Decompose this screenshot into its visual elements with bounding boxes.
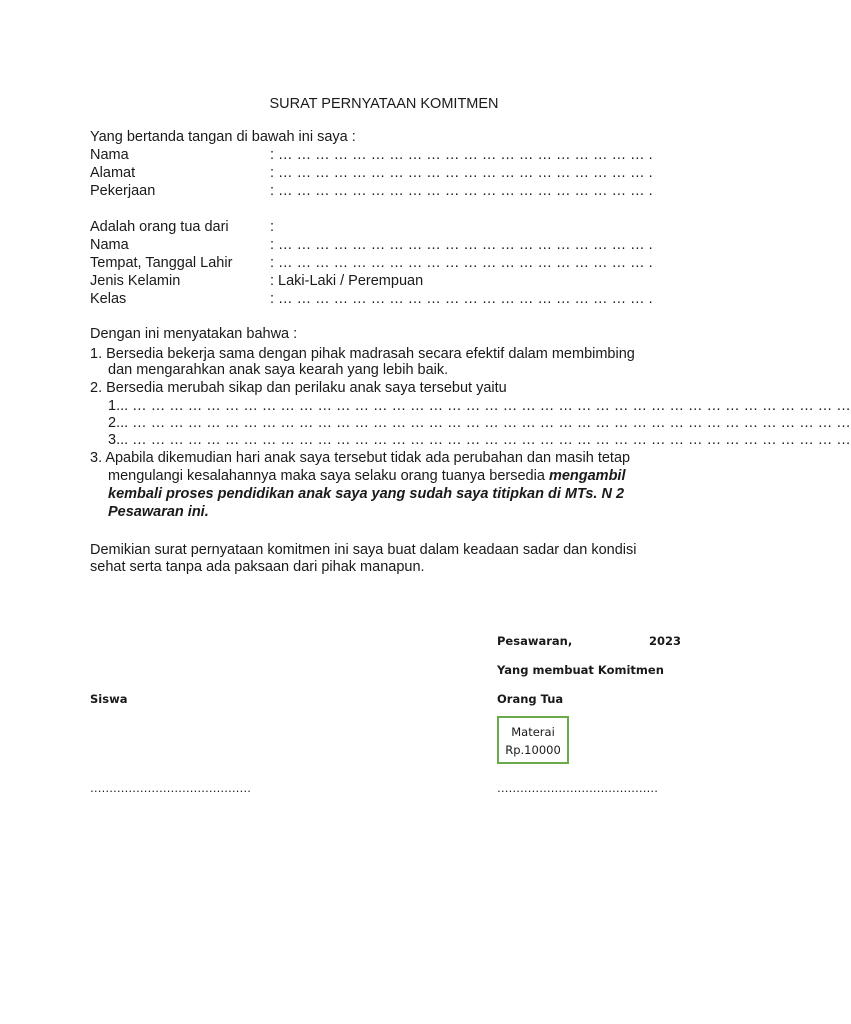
child-label-nama: Nama	[90, 237, 129, 253]
materai-stamp-box	[497, 716, 569, 764]
field-value-alamat: : … … … … … … … … … … … … … … … … … … … … .	[270, 165, 653, 181]
closing-line-2: sehat serta tanpa ada paksaan dari pihak manapun.	[90, 559, 425, 575]
field-label-alamat: Alamat	[90, 165, 136, 181]
materai-value: Rp.10000	[505, 743, 561, 757]
child-label-ttl: Tempat, Tanggal Lahir	[90, 255, 233, 271]
statement-intro: Dengan ini menyatakan bahwa :	[90, 326, 298, 342]
point-2-item-1: 1... … … … … … … … … … … … … … … … … … … … … … … … … … … … … … … … … … … … … … … …	[108, 398, 851, 414]
child-value-ttl: : … … … … … … … … … … … … … … … … … … … … .	[270, 255, 653, 271]
child-header-label: Adalah orang tua dari	[90, 219, 229, 235]
point-2-item-2: 2... … … … … … … … … … … … … … … … … … … … … … … … … … … … … … … … … … … … … … … …	[108, 415, 851, 431]
child-label-jenis-kelamin: Jenis Kelamin	[90, 273, 181, 289]
closing-line-1: Demikian surat pernyataan komitmen ini saya buat dalam keadaan sadar dan kondisi	[90, 542, 637, 558]
intro-text: Yang bertanda tangan di bawah ini saya :	[90, 129, 356, 145]
point-3-line-2-bold: mengambil	[548, 468, 626, 484]
child-value-nama: : … … … … … … … … … … … … … … … … … … … … .	[270, 237, 653, 253]
parent-signature-line: ……………………………………	[497, 781, 658, 795]
point-3-line-2-plain: mengulangi kesalahannya maka saya selaku orang tuanya bersedia	[108, 468, 549, 484]
point-3-line-2	[108, 467, 625, 485]
point-2-line-1: 2. Bersedia merubah sikap dan perilaku anak saya tersebut yaitu	[90, 380, 507, 396]
point-3-line-4: Pesawaran ini.	[108, 504, 209, 520]
signature-year: 2023	[649, 634, 682, 648]
child-header-colon: :	[270, 219, 275, 235]
field-value-nama: : … … … … … … … … … … … … … … … … … … … … .	[270, 147, 653, 163]
document-title: SURAT PERNYATAAN KOMITMEN	[269, 96, 499, 112]
field-value-pekerjaan: : … … … … … … … … … … … … … … … … … … … … .	[270, 183, 653, 199]
point-1-line-1: 1. Bersedia bekerja sama dengan pihak madrasah secara efektif dalam membimbing	[90, 346, 635, 362]
point-3-line-3: kembali proses pendidikan anak saya yang sudah saya titipkan di MTs. N 2	[108, 486, 625, 502]
student-signature-line: ……………………………………	[90, 781, 251, 795]
signature-student-label: Siswa	[90, 692, 128, 706]
child-value-jenis-kelamin: : Laki-Laki / Perempuan	[270, 273, 424, 289]
point-3-line-1: 3. Apabila dikemudian hari anak saya tersebut tidak ada perubahan dan masih tetap	[90, 450, 631, 466]
signature-maker: Yang membuat Komitmen	[497, 663, 664, 677]
point-1-line-2: dan mengarahkan anak saya kearah yang lebih baik.	[108, 362, 449, 378]
child-label-kelas: Kelas	[90, 291, 127, 307]
child-value-kelas: : … … … … … … … … … … … … … … … … … … … … .	[270, 291, 653, 307]
point-2-item-3: 3... … … … … … … … … … … … … … … … … … … … … … … … … … … … … … … … … … … … … … … …	[108, 432, 851, 448]
field-label-nama: Nama	[90, 147, 129, 163]
field-label-pekerjaan: Pekerjaan	[90, 183, 156, 199]
signature-parent-label: Orang Tua	[497, 692, 564, 706]
materai-label: Materai	[511, 725, 555, 739]
signature-place: Pesawaran,	[497, 634, 573, 648]
